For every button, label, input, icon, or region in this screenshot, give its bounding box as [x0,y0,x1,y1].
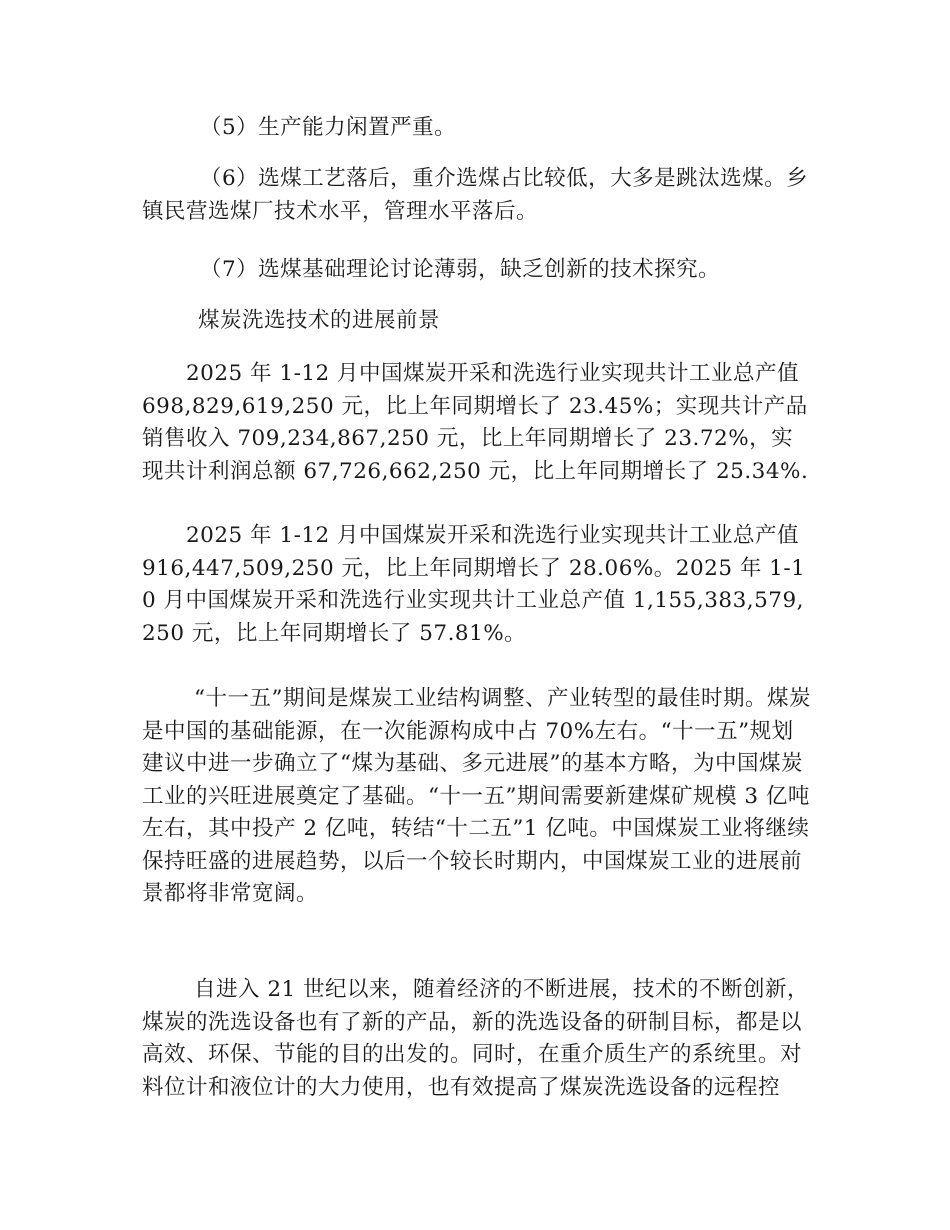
paragraph-item-6: （6）选煤工艺落后，重介选煤占比较低，大多是跳汰选煤。乡镇民营选煤厂技术水平，管理水平落后。 [142,166,809,224]
paragraph-output-growth: 2025 年 1-12 月中国煤炭开采和洗选行业实现共计工业总产值 916,447,509,250 元，比上年同期增长了 28.06%。2025 年 1-10 月中国煤炭开采和洗选行业实现共计工业总产值 1,155,383,579,250 元，比上年同期增长了 57.81%。 [142,523,806,646]
paragraph-item-7: （7）选煤基础理论讨论薄弱，缺乏创新的技术探究。 [200,257,721,282]
paragraph-eleventh-five-year: “十一五”期间是煤炭工业结构调整、产业转型的最佳时期。煤炭是中国的基础能源，在一次能源构成中占 70%左右。“十一五”规划建议中进一步确立了“煤为基础、多元进展”的基本方略，为中国煤炭工业的兴旺进展奠定了基础。“十一五”期间需要新建煤矿规模 3 亿吨左右，其中投产 2 亿吨，转结“十二五”1 亿吨。中国煤炭工业将继续保持旺盛的进展趋势，以后一个较长时期内，中国煤炭工业的进展前景都将非常宽阔。 [142,686,811,906]
paragraph-21st-century: 自进入 21 世纪以来，随着经济的不断进展，技术的不断创新，煤炭的洗选设备也有了新的产品，新的洗选设备的研制目标，都是以高效、环保、节能的目的出发的。同时，在重介质生产的系统里。对料位计和液位计的大力使用，也有效提高了煤炭洗选设备的远程控 [142,977,810,1100]
section-heading: 煤炭洗选技术的进展前景 [198,308,441,333]
paragraph-item-5: （5）生产能力闲置严重。 [200,115,457,140]
paragraph-output-value: 2025 年 1-12 月中国煤炭开采和洗选行业实现共计工业总产值 698,829,619,250 元，比上年同期增长了 23.45%；实现共计产品销售收入 709,234,867,250 元，比上年同期增长了 23.72%，实现共计利润总额 67,726,662,250 元，比上年同期增长了 25.34%. [142,361,809,484]
